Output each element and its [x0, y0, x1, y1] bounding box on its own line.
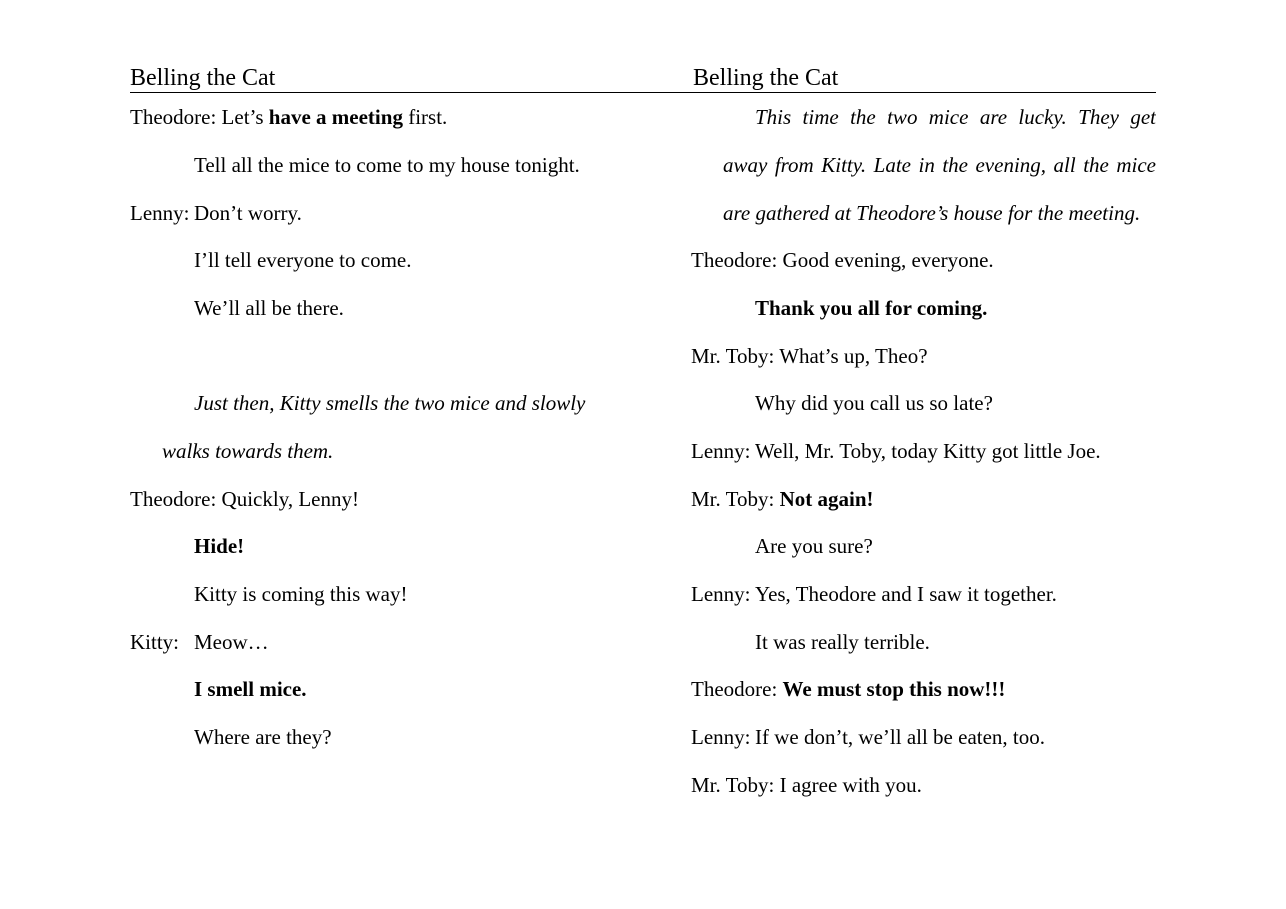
dialogue-text: I agree with you.: [779, 773, 922, 797]
dialogue-text: Let’s: [221, 105, 269, 129]
dialogue-text: Good evening, everyone.: [782, 248, 994, 272]
speaker-label: Lenny:: [691, 582, 751, 606]
stage-direction: are gathered at Theodore’s house for the meeting.: [723, 201, 1141, 225]
dialogue-line: Why did you call us so late?: [755, 391, 993, 415]
stage-direction: walks towards them.: [162, 439, 334, 463]
dialogue-text: first.: [402, 105, 448, 129]
dialogue-line: [194, 534, 244, 558]
dialogue-line: [691, 344, 928, 368]
dialogue-emphasis: Hide!: [194, 534, 245, 558]
speaker-label: Kitty:: [130, 630, 180, 654]
dialogue-line: [691, 487, 874, 511]
dialogue-text: Quickly, Lenny!: [221, 487, 359, 511]
speaker-label: Theodore:: [691, 677, 778, 701]
dialogue-emphasis: Not again!: [779, 487, 874, 511]
page-header-left: Belling the Cat: [130, 64, 693, 93]
dialogue-text: Yes, Theodore and I saw it together.: [755, 582, 1057, 606]
speaker-label: Mr. Toby:: [691, 773, 775, 797]
dialogue-text: Well, Mr. Toby, today Kitty got little Joe.: [755, 439, 1101, 463]
speaker-label: Mr. Toby:: [691, 344, 775, 368]
dialogue-line: We’ll all be there.: [194, 296, 344, 320]
speaker-label: Mr. Toby:: [691, 487, 775, 511]
dialogue-line: [130, 487, 359, 511]
stage-direction: Just then, Kitty smells the two mice and slowly: [194, 391, 586, 415]
dialogue-line: I’ll tell everyone to come.: [194, 248, 412, 272]
page-header-right: Belling the Cat: [693, 64, 1156, 93]
dialogue-line: Tell all the mice to come to my house tonight.: [194, 153, 580, 177]
speaker-label: Lenny:: [691, 725, 751, 749]
dialogue-emphasis: I smell mice.: [194, 677, 307, 701]
dialogue-line: [130, 105, 447, 129]
dialogue-text: Meow…: [194, 630, 269, 654]
dialogue-line: [691, 677, 1005, 701]
speaker-label: Theodore:: [130, 487, 217, 511]
speaker-label: Theodore:: [130, 105, 217, 129]
dialogue-text: If we don’t, we’ll all be eaten, too.: [755, 725, 1046, 749]
dialogue-line: Are you sure?: [755, 534, 873, 558]
speaker-label: Lenny:: [130, 201, 190, 225]
dialogue-line: Kitty is coming this way!: [194, 582, 408, 606]
dialogue-emphasis: Thank you all for coming.: [755, 296, 988, 320]
dialogue-emphasis: have a meeting: [268, 105, 403, 129]
dialogue-line: [130, 201, 189, 225]
dialogue-line: [194, 677, 307, 701]
dialogue-text: What’s up, Theo?: [779, 344, 928, 368]
dialogue-line: It was really terrible.: [755, 630, 930, 654]
dialogue-text: Don’t worry.: [194, 201, 302, 225]
stage-direction: This time the two mice are lucky. They get: [755, 105, 1156, 129]
dialogue-line: Where are they?: [194, 725, 332, 749]
speaker-label: Theodore:: [691, 248, 778, 272]
stage-direction: away from Kitty. Late in the evening, all the mice: [723, 153, 1156, 177]
dialogue-line: [691, 248, 994, 272]
dialogue-line: [755, 296, 987, 320]
dialogue-emphasis: We must stop this now!!!: [782, 677, 1006, 701]
dialogue-line: [691, 773, 922, 797]
speaker-label: Lenny:: [691, 439, 751, 463]
